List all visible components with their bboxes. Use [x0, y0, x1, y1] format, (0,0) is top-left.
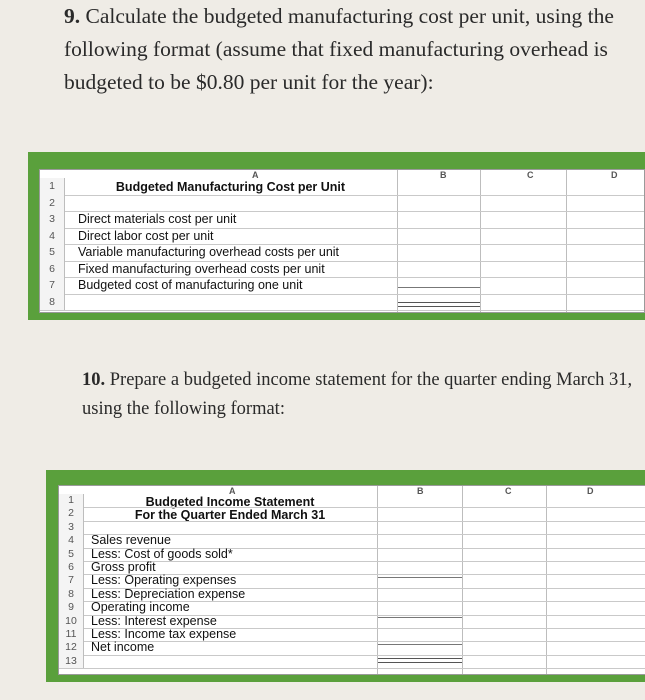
subtotal-underline: [378, 617, 462, 618]
table-row: [40, 211, 644, 229]
row-number[interactable]: 6: [40, 261, 65, 278]
total-double-underline: [378, 658, 462, 663]
table-row: [59, 507, 645, 521]
row-number[interactable]: 10: [59, 615, 84, 628]
table-row: [40, 261, 644, 279]
row-label: Net income: [91, 640, 155, 655]
row-number[interactable]: 4: [40, 228, 65, 245]
row-number[interactable]: 5: [40, 244, 65, 261]
subtotal-underline: [378, 577, 462, 578]
spreadsheet-income-statement: [46, 470, 645, 682]
row-label: Less: Depreciation expense: [91, 586, 246, 601]
subtotal-underline: [378, 644, 462, 645]
row-label: Less: Interest expense: [91, 613, 217, 628]
row-label: Budgeted cost of manufacturing one unit: [78, 278, 303, 292]
row-number[interactable]: 1: [59, 494, 84, 507]
column-header-b[interactable]: B: [417, 486, 424, 496]
row-number[interactable]: 2: [40, 195, 65, 212]
row-number[interactable]: 8: [59, 588, 84, 601]
question-9: [64, 0, 634, 99]
row-number[interactable]: 3: [40, 211, 65, 228]
column-header-a[interactable]: A: [229, 486, 236, 496]
spreadsheet-manufacturing-cost: [28, 152, 645, 320]
row-label: Direct materials cost per unit: [78, 212, 237, 226]
table-row: [40, 294, 644, 312]
question-10-number: 10.: [82, 370, 106, 390]
row-label: Sales revenue: [91, 533, 171, 548]
table-row: [40, 178, 644, 196]
table-row: [40, 195, 644, 213]
row-number[interactable]: 9: [59, 601, 84, 614]
row-number[interactable]: 5: [59, 548, 84, 561]
title-line-2: For the Quarter Ended March 31: [134, 508, 326, 522]
sheet-grid: [58, 485, 645, 675]
question-10-text: Prepare a budgeted income statement for the quarter ending March 31, using the following format:: [82, 370, 633, 419]
column-header-b[interactable]: B: [440, 170, 447, 180]
total-double-underline: [398, 302, 480, 307]
question-9-number: 9.: [64, 4, 81, 28]
row-label: Less: Cost of goods sold*: [91, 546, 233, 561]
question-9-text: Calculate the budgeted manufacturing cost per unit, using the following format (assume that fixed manufacturing overhead is budgeted to be $0.80 per unit for the year):: [64, 4, 614, 94]
row-label: Operating income: [91, 600, 190, 615]
row-label: Variable manufacturing overhead costs per unit: [78, 245, 340, 259]
column-header-c[interactable]: C: [527, 170, 534, 180]
total-underline: [398, 287, 480, 288]
row-label: Less: Operating expenses: [91, 573, 237, 588]
table-row: [40, 228, 644, 246]
title-line-1: Budgeted Income Statement: [145, 495, 315, 509]
table-row: [40, 277, 644, 295]
table-row: [59, 655, 645, 669]
row-number[interactable]: 6: [59, 561, 84, 574]
question-10: [82, 366, 642, 424]
column-header-d[interactable]: D: [611, 170, 618, 180]
row-label: Fixed manufacturing overhead costs per unit: [78, 261, 325, 276]
sheet-grid: [39, 169, 645, 313]
row-number[interactable]: 4: [59, 534, 84, 547]
row-number[interactable]: 8: [40, 294, 65, 311]
table-row: [40, 244, 644, 262]
column-header-c[interactable]: C: [505, 486, 512, 496]
row-number[interactable]: 7: [59, 574, 84, 587]
table-row: [59, 494, 645, 508]
row-number[interactable]: 11: [59, 628, 84, 641]
row-label: Gross profit: [91, 560, 156, 574]
row-number[interactable]: 12: [59, 641, 84, 654]
column-header-d[interactable]: D: [587, 486, 594, 496]
row-number[interactable]: 2: [59, 507, 84, 520]
row-number[interactable]: 13: [59, 655, 84, 668]
row-number[interactable]: 3: [59, 521, 84, 534]
row-number[interactable]: 1: [40, 178, 65, 195]
table-row: [59, 641, 645, 655]
row-number[interactable]: 7: [40, 277, 65, 294]
column-header-a[interactable]: A: [252, 170, 259, 180]
row-label: Direct labor cost per unit: [78, 228, 214, 243]
sheet-title: Budgeted Manufacturing Cost per Unit: [115, 180, 346, 194]
row-label: Less: Income tax expense: [91, 627, 237, 641]
